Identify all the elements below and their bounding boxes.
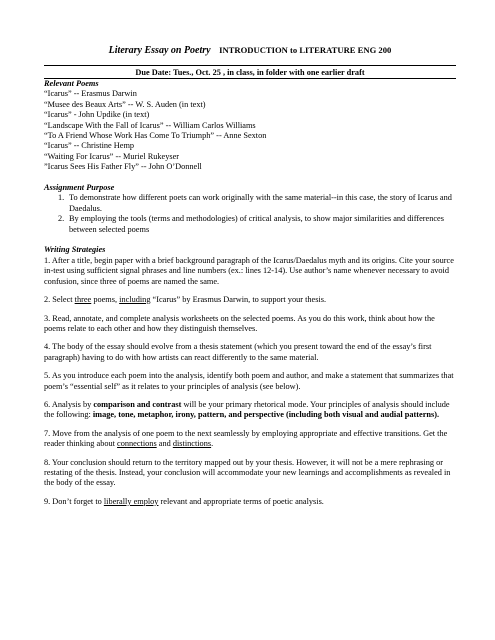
- strategy-5: 5. As you introduce each poem into the analysis, identify both poem and author, and make a statement that summarizes that poem’s “essential self” as it relates to your principles of analysis (see below).: [44, 371, 454, 391]
- strategy-2: [44, 295, 456, 305]
- purpose-list: [44, 193, 456, 235]
- poem-item: “Icarus” -- Christine Hemp: [44, 141, 135, 151]
- document-body: [44, 79, 456, 507]
- strategy-9: [44, 497, 456, 507]
- poem-item: “Icarus” - John Updike (in text): [44, 110, 150, 120]
- poem-item: “Waiting For Icarus” -- Muriel Rukeyser: [44, 151, 180, 161]
- course-name: INTRODUCTION to LITERATURE ENG 200: [219, 45, 392, 55]
- strategy-2-underlined: three: [74, 295, 92, 305]
- relevant-poems-heading: Relevant Poems: [44, 79, 99, 88]
- purpose-number: 2.: [58, 214, 65, 224]
- poem-item: “Icarus” -- Erasmus Darwin: [44, 89, 137, 99]
- strategy-6-bold: image, tone, metaphor, irony, pattern, and perspective (including both visual and audial patterns).: [92, 410, 440, 420]
- strategy-9-underlined: liberally employ: [103, 496, 159, 506]
- essay-title: Literary Essay on Poetry: [108, 45, 211, 56]
- strategy-7-text: 7. Move from the analysis of one poem to the next seamlessly by employing appropriate and effective transitions. Get the reader thinking about: [44, 428, 448, 449]
- strategy-2-text: poems,: [91, 295, 120, 305]
- document-title: [44, 45, 456, 56]
- purpose-text: To demonstrate how different poets can work originally with the same material--in this case, the story of Icarus and Daedalus.: [69, 193, 452, 213]
- due-date: Due Date: Tues., Oct. 25 , in class, in folder with one earlier draft: [135, 68, 365, 77]
- strategy-6-bold: comparison and contrast: [93, 399, 182, 409]
- strategy-3: 3. Read, annotate, and complete analysis worksheets on the selected poems. As you do this work, think about how the poems relate to each other and how they distinguish themselves.: [44, 313, 435, 333]
- strategy-1: 1. After a title, begin paper with a brief background paragraph of the Icarus/Daedalus myth and its origins. Cite your source in-test using sufficient signal phrases and line numbers (ex.: lines 12-14). Use author’s name whenever necessary to avoid confusion, since three of poems are named the same.: [44, 255, 454, 286]
- strategy-9-text: relevant and appropriate terms of poetic analysis.: [158, 496, 324, 506]
- poem-item: “To A Friend Whose Work Has Come To Triumph” -- Anne Sexton: [44, 131, 267, 141]
- poem-list: [44, 89, 456, 172]
- strategy-7-underlined: distinctions: [172, 439, 212, 449]
- poem-item: “Landscape With the Fall of Icarus” -- William Carlos Williams: [44, 120, 256, 130]
- strategy-8: 8. Your conclusion should return to the territory mapped out by your thesis. However, it will not be a mere rephrasing or restating of the thesis. Instead, your conclusion will accommodate your new learnings and accomplishments as revealed in the body of the essay.: [44, 457, 451, 488]
- poem-item: ”Icarus Sees His Father Fly” -- John O’Donnell: [44, 162, 202, 172]
- assignment-purpose-heading: Assignment Purpose: [44, 183, 115, 193]
- purpose-item: [44, 214, 456, 235]
- writing-strategies-heading: Writing Strategies: [44, 245, 106, 255]
- purpose-text: By employing the tools (terms and methodologies) of critical analysis, to show major similarities and differences between selected poems: [69, 214, 444, 234]
- strategy-7: [44, 429, 456, 450]
- strategy-7-text: .: [211, 439, 214, 449]
- purpose-item: [44, 193, 456, 214]
- strategy-6: [44, 400, 456, 421]
- strategy-2-text: 2. Select: [44, 295, 75, 305]
- poem-item: “Musee des Beaux Arts” -- W. S. Auden (in text): [44, 99, 206, 109]
- strategy-4: 4. The body of the essay should evolve from a thesis statement (which you present toward the end of the essay’s first paragraph) having to do with how artists can react differently to the same material.: [44, 342, 432, 362]
- strategy-6-text: 6. Analysis by: [44, 399, 94, 409]
- strategy-7-underlined: connections: [117, 439, 157, 449]
- top-rule: [44, 65, 456, 66]
- purpose-number: 1.: [58, 193, 65, 203]
- strategy-9-text: 9. Don’t forget to: [44, 496, 104, 506]
- strategy-2-underlined: including: [119, 295, 151, 305]
- strategy-7-text: and: [156, 439, 173, 449]
- strategy-2-text: “Icarus” by Erasmus Darwin, to support your thesis.: [150, 295, 327, 305]
- strategy-6-text: will be your primary rhetorical mode. Your principles of analysis should include the following:: [44, 399, 450, 420]
